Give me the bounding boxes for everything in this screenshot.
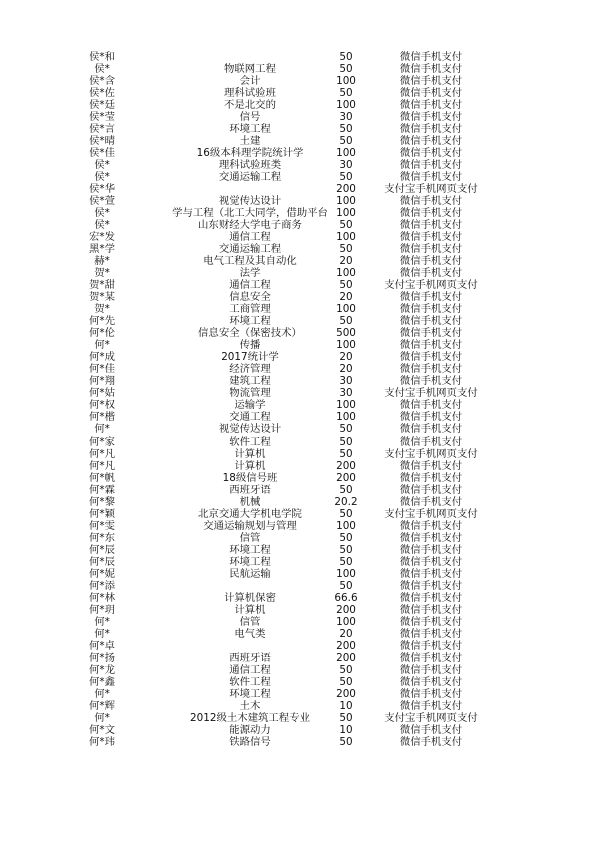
table-row [0, 123, 600, 135]
amount-cell: 100 [336, 147, 356, 160]
major-cell: 法学 [239, 267, 261, 280]
payment-method-cell: 微信手机支付 [399, 327, 463, 340]
donor-name-cell: 侯* [94, 63, 110, 76]
amount-cell: 30 [339, 159, 353, 172]
payment-method-cell: 微信手机支付 [399, 255, 463, 268]
amount-cell: 200 [336, 651, 356, 664]
payment-method-cell: 微信手机支付 [399, 375, 463, 388]
amount-cell: 50 [339, 579, 353, 592]
donor-name-cell: 黑*学 [89, 243, 115, 256]
donor-name-cell: 侯*萱 [89, 195, 115, 208]
major-cell: 学与工程（北工大同学，借助平台 [172, 207, 328, 220]
table-row [0, 556, 600, 568]
payment-method-cell: 微信手机支付 [399, 135, 463, 148]
amount-cell: 100 [336, 231, 356, 244]
table-row [0, 75, 600, 87]
donor-name-cell: 侯*和 [89, 51, 115, 63]
amount-cell: 50 [339, 171, 353, 184]
major-cell: 计算机保密 [224, 591, 276, 604]
donor-name-cell: 何* [94, 711, 110, 724]
donor-name-cell: 宏*发 [89, 231, 115, 244]
amount-cell: 20 [339, 627, 353, 640]
payment-method-cell: 微信手机支付 [399, 699, 463, 712]
table-row [0, 508, 600, 520]
table-row [0, 87, 600, 99]
donor-name-cell: 何*卓 [89, 639, 115, 652]
major-cell: 环境工程 [229, 315, 271, 328]
payment-method-cell: 微信手机支付 [399, 147, 463, 160]
amount-cell: 50 [339, 123, 353, 136]
donor-name-cell: 何*东 [89, 531, 115, 544]
donor-name-cell: 何*凡 [89, 447, 115, 460]
major-cell: 交通工程 [229, 411, 271, 424]
amount-cell: 20 [339, 351, 353, 364]
major-cell: 不是北交的 [224, 99, 276, 112]
major-cell: 环境工程 [229, 123, 271, 136]
payment-method-cell: 微信手机支付 [399, 399, 463, 412]
amount-cell: 100 [336, 567, 356, 580]
major-cell: 传播 [239, 339, 261, 352]
payment-method-cell: 微信手机支付 [399, 663, 463, 676]
major-cell: 环境工程 [229, 543, 271, 556]
major-cell: 2017统计学 [221, 351, 279, 364]
major-cell: 交通运输工程 [218, 243, 282, 256]
amount-cell: 100 [336, 75, 356, 88]
table-row [0, 387, 600, 399]
donor-name-cell: 侯*含 [89, 75, 115, 88]
donor-name-cell: 贺* [94, 303, 110, 316]
amount-cell: 20 [339, 363, 353, 376]
donor-name-cell: 何*凡 [89, 459, 115, 472]
donor-name-cell: 赫* [94, 255, 110, 268]
major-cell: 计算机 [234, 459, 266, 472]
amount-cell: 30 [339, 387, 353, 400]
payment-method-cell: 微信手机支付 [399, 339, 463, 352]
table-row [0, 279, 600, 291]
donor-name-cell: 何*龙 [89, 663, 115, 676]
major-cell: 通信工程 [229, 231, 271, 244]
payment-method-cell: 微信手机支付 [399, 303, 463, 316]
table-row [0, 147, 600, 159]
donor-name-cell: 侯*佳 [89, 147, 115, 160]
amount-cell: 20 [339, 291, 353, 304]
table-row [0, 700, 600, 712]
table-row [0, 207, 600, 219]
donor-name-cell: 何*黎 [89, 495, 115, 508]
major-cell: 物联网工程 [224, 63, 276, 76]
payment-method-cell: 微信手机支付 [399, 171, 463, 184]
table-row [0, 496, 600, 508]
table-row [0, 712, 600, 724]
donor-name-cell: 何*伦 [89, 327, 115, 340]
donor-name-cell: 侯* [94, 171, 110, 184]
donor-name-cell: 侯* [94, 207, 110, 220]
major-cell: 西班牙语 [229, 651, 271, 664]
table-row [0, 51, 600, 63]
table-row [0, 63, 600, 75]
table-row [0, 315, 600, 327]
major-cell: 能源动力 [229, 723, 271, 736]
amount-cell: 10 [339, 723, 353, 736]
amount-cell: 50 [339, 663, 353, 676]
donor-name-cell: 何*楷 [89, 411, 115, 424]
major-cell: 建筑工程 [229, 375, 271, 388]
amount-cell: 50 [339, 531, 353, 544]
table-row [0, 580, 600, 592]
amount-cell: 100 [336, 195, 356, 208]
amount-cell: 50 [339, 543, 353, 556]
donor-name-cell: 何* [94, 339, 110, 352]
payment-method-cell: 微信手机支付 [399, 51, 463, 63]
donor-name-cell: 侯*佐 [89, 87, 115, 100]
payment-method-cell: 微信手机支付 [399, 627, 463, 640]
major-cell: 视觉传达设计 [218, 195, 282, 208]
payment-method-cell: 微信手机支付 [399, 471, 463, 484]
table-row [0, 351, 600, 363]
amount-cell: 50 [339, 51, 353, 63]
amount-cell: 50 [339, 423, 353, 436]
amount-cell: 20.2 [334, 495, 358, 508]
payment-method-cell: 支付宝手机网页支付 [384, 279, 478, 292]
major-cell: 通信工程 [229, 279, 271, 292]
payment-method-cell: 微信手机支付 [399, 483, 463, 496]
payment-method-cell: 微信手机支付 [399, 111, 463, 124]
major-cell: 土建 [239, 135, 261, 148]
donor-name-cell: 何* [94, 627, 110, 640]
table-row [0, 159, 600, 171]
donor-name-cell: 侯*廷 [89, 99, 115, 112]
payment-method-cell: 微信手机支付 [399, 495, 463, 508]
amount-cell: 50 [339, 711, 353, 724]
major-cell: 电气工程及其自动化 [203, 255, 297, 268]
major-cell: 通信工程 [229, 663, 271, 676]
payment-method-cell: 微信手机支付 [399, 675, 463, 688]
payment-method-cell: 微信手机支付 [399, 195, 463, 208]
donor-name-cell: 侯*晴 [89, 135, 115, 148]
payment-method-cell: 微信手机支付 [399, 123, 463, 136]
payment-method-cell: 微信手机支付 [399, 615, 463, 628]
payment-method-cell: 支付宝手机网页支付 [384, 447, 478, 460]
payment-method-cell: 微信手机支付 [399, 207, 463, 220]
table-row [0, 291, 600, 303]
amount-cell: 100 [336, 267, 356, 280]
major-cell: 理科试验班类 [218, 159, 282, 172]
donor-name-cell: 何*家 [89, 435, 115, 448]
table-row [0, 111, 600, 123]
amount-cell: 20 [339, 255, 353, 268]
table-row [0, 604, 600, 616]
major-cell: 环境工程 [229, 555, 271, 568]
donor-name-cell: 侯* [94, 159, 110, 172]
major-cell: 软件工程 [229, 435, 271, 448]
amount-cell: 200 [336, 687, 356, 700]
donor-name-cell: 何* [94, 687, 110, 700]
payment-method-cell: 微信手机支付 [399, 423, 463, 436]
payment-method-cell: 微信手机支付 [399, 579, 463, 592]
table-row [0, 520, 600, 532]
table-row [0, 327, 600, 339]
payment-method-cell: 微信手机支付 [399, 87, 463, 100]
major-cell: 信管 [239, 531, 261, 544]
table-row [0, 736, 600, 748]
table-row [0, 303, 600, 315]
donor-name-cell: 何*文 [89, 723, 115, 736]
major-cell: 视觉传达设计 [218, 423, 282, 436]
major-cell: 山东财经大学电子商务 [198, 219, 302, 232]
payment-method-cell: 微信手机支付 [399, 651, 463, 664]
major-cell: 土木 [239, 699, 261, 712]
payment-method-cell: 微信手机支付 [399, 267, 463, 280]
major-cell: 物流管理 [229, 387, 271, 400]
amount-cell: 200 [336, 471, 356, 484]
donor-name-cell: 侯*言 [89, 123, 115, 136]
major-cell: 运输学 [234, 399, 266, 412]
table-row [0, 195, 600, 207]
payment-method-cell: 微信手机支付 [399, 435, 463, 448]
major-cell: 机械 [239, 495, 261, 508]
payment-method-cell: 微信手机支付 [399, 63, 463, 76]
major-cell: 计算机 [234, 447, 266, 460]
payment-method-cell: 微信手机支付 [399, 351, 463, 364]
table-row [0, 339, 600, 351]
amount-cell: 50 [339, 87, 353, 100]
payment-method-cell: 微信手机支付 [399, 519, 463, 532]
major-cell: 交通运输工程 [218, 171, 282, 184]
payment-method-cell: 微信手机支付 [399, 159, 463, 172]
table-row [0, 616, 600, 628]
amount-cell: 100 [336, 339, 356, 352]
donor-name-cell: 何*霖 [89, 483, 115, 496]
amount-cell: 100 [336, 411, 356, 424]
table-row [0, 688, 600, 700]
major-cell: 交通运输规划与管理 [203, 519, 297, 532]
payment-method-cell: 微信手机支付 [399, 219, 463, 232]
amount-cell: 100 [336, 519, 356, 532]
donor-name-cell: 何* [94, 423, 110, 436]
table-row [0, 652, 600, 664]
table-row [0, 231, 600, 243]
donor-name-cell: 贺* [94, 267, 110, 280]
donor-name-cell: 何*帆 [89, 471, 115, 484]
amount-cell: 50 [339, 435, 353, 448]
amount-cell: 50 [339, 315, 353, 328]
amount-cell: 50 [339, 447, 353, 460]
payment-method-cell: 微信手机支付 [399, 315, 463, 328]
table-row [0, 183, 600, 195]
major-cell: 软件工程 [229, 675, 271, 688]
major-cell: 16级本科理学院统计学 [196, 147, 304, 160]
table-row [0, 135, 600, 147]
major-cell: 2012级土木建筑工程专业 [190, 711, 310, 724]
table-row [0, 399, 600, 411]
donor-name-cell: 何*辰 [89, 555, 115, 568]
table-row [0, 532, 600, 544]
major-cell: 铁路信号 [229, 735, 271, 748]
major-cell: 西班牙语 [229, 483, 271, 496]
donor-name-cell: 侯* [94, 219, 110, 232]
donor-name-cell: 何*鑫 [89, 675, 115, 688]
amount-cell: 100 [336, 615, 356, 628]
amount-cell: 50 [339, 483, 353, 496]
donor-name-cell: 侯*华 [89, 183, 115, 196]
amount-cell: 30 [339, 111, 353, 124]
amount-cell: 100 [336, 99, 356, 112]
major-cell: 经济管理 [229, 363, 271, 376]
donor-name-cell: 何* [94, 615, 110, 628]
donor-name-cell: 贺*甜 [89, 279, 115, 292]
payment-method-cell: 微信手机支付 [399, 531, 463, 544]
table-row [0, 423, 600, 435]
table-row [0, 640, 600, 652]
table-row [0, 411, 600, 423]
table-row [0, 484, 600, 496]
payment-method-cell: 微信手机支付 [399, 363, 463, 376]
major-cell: 理科试验班 [224, 87, 276, 100]
payment-method-cell: 微信手机支付 [399, 639, 463, 652]
table-row [0, 267, 600, 279]
major-cell: 电气类 [234, 627, 266, 640]
donor-name-cell: 何*辉 [89, 699, 115, 712]
donor-name-cell: 何*姑 [89, 387, 115, 400]
amount-cell: 30 [339, 375, 353, 388]
payment-method-cell: 微信手机支付 [399, 603, 463, 616]
donation-table [0, 51, 600, 748]
table-row [0, 375, 600, 387]
amount-cell: 50 [339, 135, 353, 148]
major-cell: 信管 [239, 615, 261, 628]
amount-cell: 100 [336, 303, 356, 316]
donor-name-cell: 何*佳 [89, 363, 115, 376]
donor-name-cell: 何*雯 [89, 519, 115, 532]
table-row [0, 592, 600, 604]
payment-method-cell: 微信手机支付 [399, 411, 463, 424]
payment-method-cell: 微信手机支付 [399, 567, 463, 580]
payment-method-cell: 微信手机支付 [399, 231, 463, 244]
table-row [0, 363, 600, 375]
major-cell: 信号 [239, 111, 261, 124]
major-cell: 信息安全 [229, 291, 271, 304]
amount-cell: 100 [336, 399, 356, 412]
payment-method-cell: 微信手机支付 [399, 291, 463, 304]
amount-cell: 500 [336, 327, 356, 340]
payment-method-cell: 微信手机支付 [399, 243, 463, 256]
table-row [0, 219, 600, 231]
amount-cell: 200 [336, 603, 356, 616]
major-cell: 民航运输 [229, 567, 271, 580]
amount-cell: 50 [339, 675, 353, 688]
donor-name-cell: 何*成 [89, 351, 115, 364]
donor-name-cell: 侯*莹 [89, 111, 115, 124]
major-cell: 18级信号班 [222, 471, 278, 484]
major-cell: 环境工程 [229, 687, 271, 700]
amount-cell: 66.6 [334, 591, 358, 604]
amount-cell: 50 [339, 63, 353, 76]
amount-cell: 200 [336, 183, 356, 196]
amount-cell: 10 [339, 699, 353, 712]
table-row [0, 544, 600, 556]
payment-method-cell: 微信手机支付 [399, 99, 463, 112]
payment-method-cell: 微信手机支付 [399, 459, 463, 472]
major-cell: 工商管理 [229, 303, 271, 316]
major-cell: 会计 [239, 75, 261, 88]
donor-name-cell: 何*权 [89, 399, 115, 412]
amount-cell: 50 [339, 219, 353, 232]
payment-method-cell: 微信手机支付 [399, 723, 463, 736]
amount-cell: 100 [336, 207, 356, 220]
table-row [0, 255, 600, 267]
table-row [0, 460, 600, 472]
payment-method-cell: 微信手机支付 [399, 591, 463, 604]
payment-method-cell: 微信手机支付 [399, 735, 463, 748]
table-row [0, 243, 600, 255]
major-cell: 信息安全（保密技术） [198, 327, 302, 340]
donor-name-cell: 何*妮 [89, 567, 115, 580]
payment-method-cell: 支付宝手机网页支付 [384, 387, 478, 400]
donor-name-cell: 何*先 [89, 315, 115, 328]
payment-method-cell: 支付宝手机网页支付 [384, 507, 478, 520]
donor-name-cell: 何*颖 [89, 507, 115, 520]
amount-cell: 50 [339, 507, 353, 520]
table-row [0, 628, 600, 640]
donor-name-cell: 何*翔 [89, 375, 115, 388]
amount-cell: 200 [336, 639, 356, 652]
payment-method-cell: 支付宝手机网页支付 [384, 183, 478, 196]
donor-name-cell: 何*玮 [89, 735, 115, 748]
table-row [0, 472, 600, 484]
payment-method-cell: 微信手机支付 [399, 555, 463, 568]
table-row [0, 436, 600, 448]
major-cell: 计算机 [234, 603, 266, 616]
amount-cell: 200 [336, 459, 356, 472]
amount-cell: 50 [339, 555, 353, 568]
table-row [0, 171, 600, 183]
payment-method-cell: 支付宝手机网页支付 [384, 711, 478, 724]
table-row [0, 724, 600, 736]
donor-name-cell: 何*辰 [89, 543, 115, 556]
amount-cell: 50 [339, 243, 353, 256]
table-row [0, 676, 600, 688]
payment-method-cell: 微信手机支付 [399, 543, 463, 556]
table-row [0, 448, 600, 460]
table-row [0, 664, 600, 676]
donor-name-cell: 何*扬 [89, 651, 115, 664]
table-row [0, 99, 600, 111]
amount-cell: 50 [339, 735, 353, 748]
donor-name-cell: 何*添 [89, 579, 115, 592]
major-cell: 北京交通大学机电学院 [198, 507, 302, 520]
payment-method-cell: 微信手机支付 [399, 687, 463, 700]
donor-name-cell: 何*林 [89, 591, 115, 604]
amount-cell: 50 [339, 279, 353, 292]
donor-name-cell: 何*玥 [89, 603, 115, 616]
payment-method-cell: 微信手机支付 [399, 75, 463, 88]
table-row [0, 568, 600, 580]
donor-name-cell: 贺*某 [89, 291, 115, 304]
